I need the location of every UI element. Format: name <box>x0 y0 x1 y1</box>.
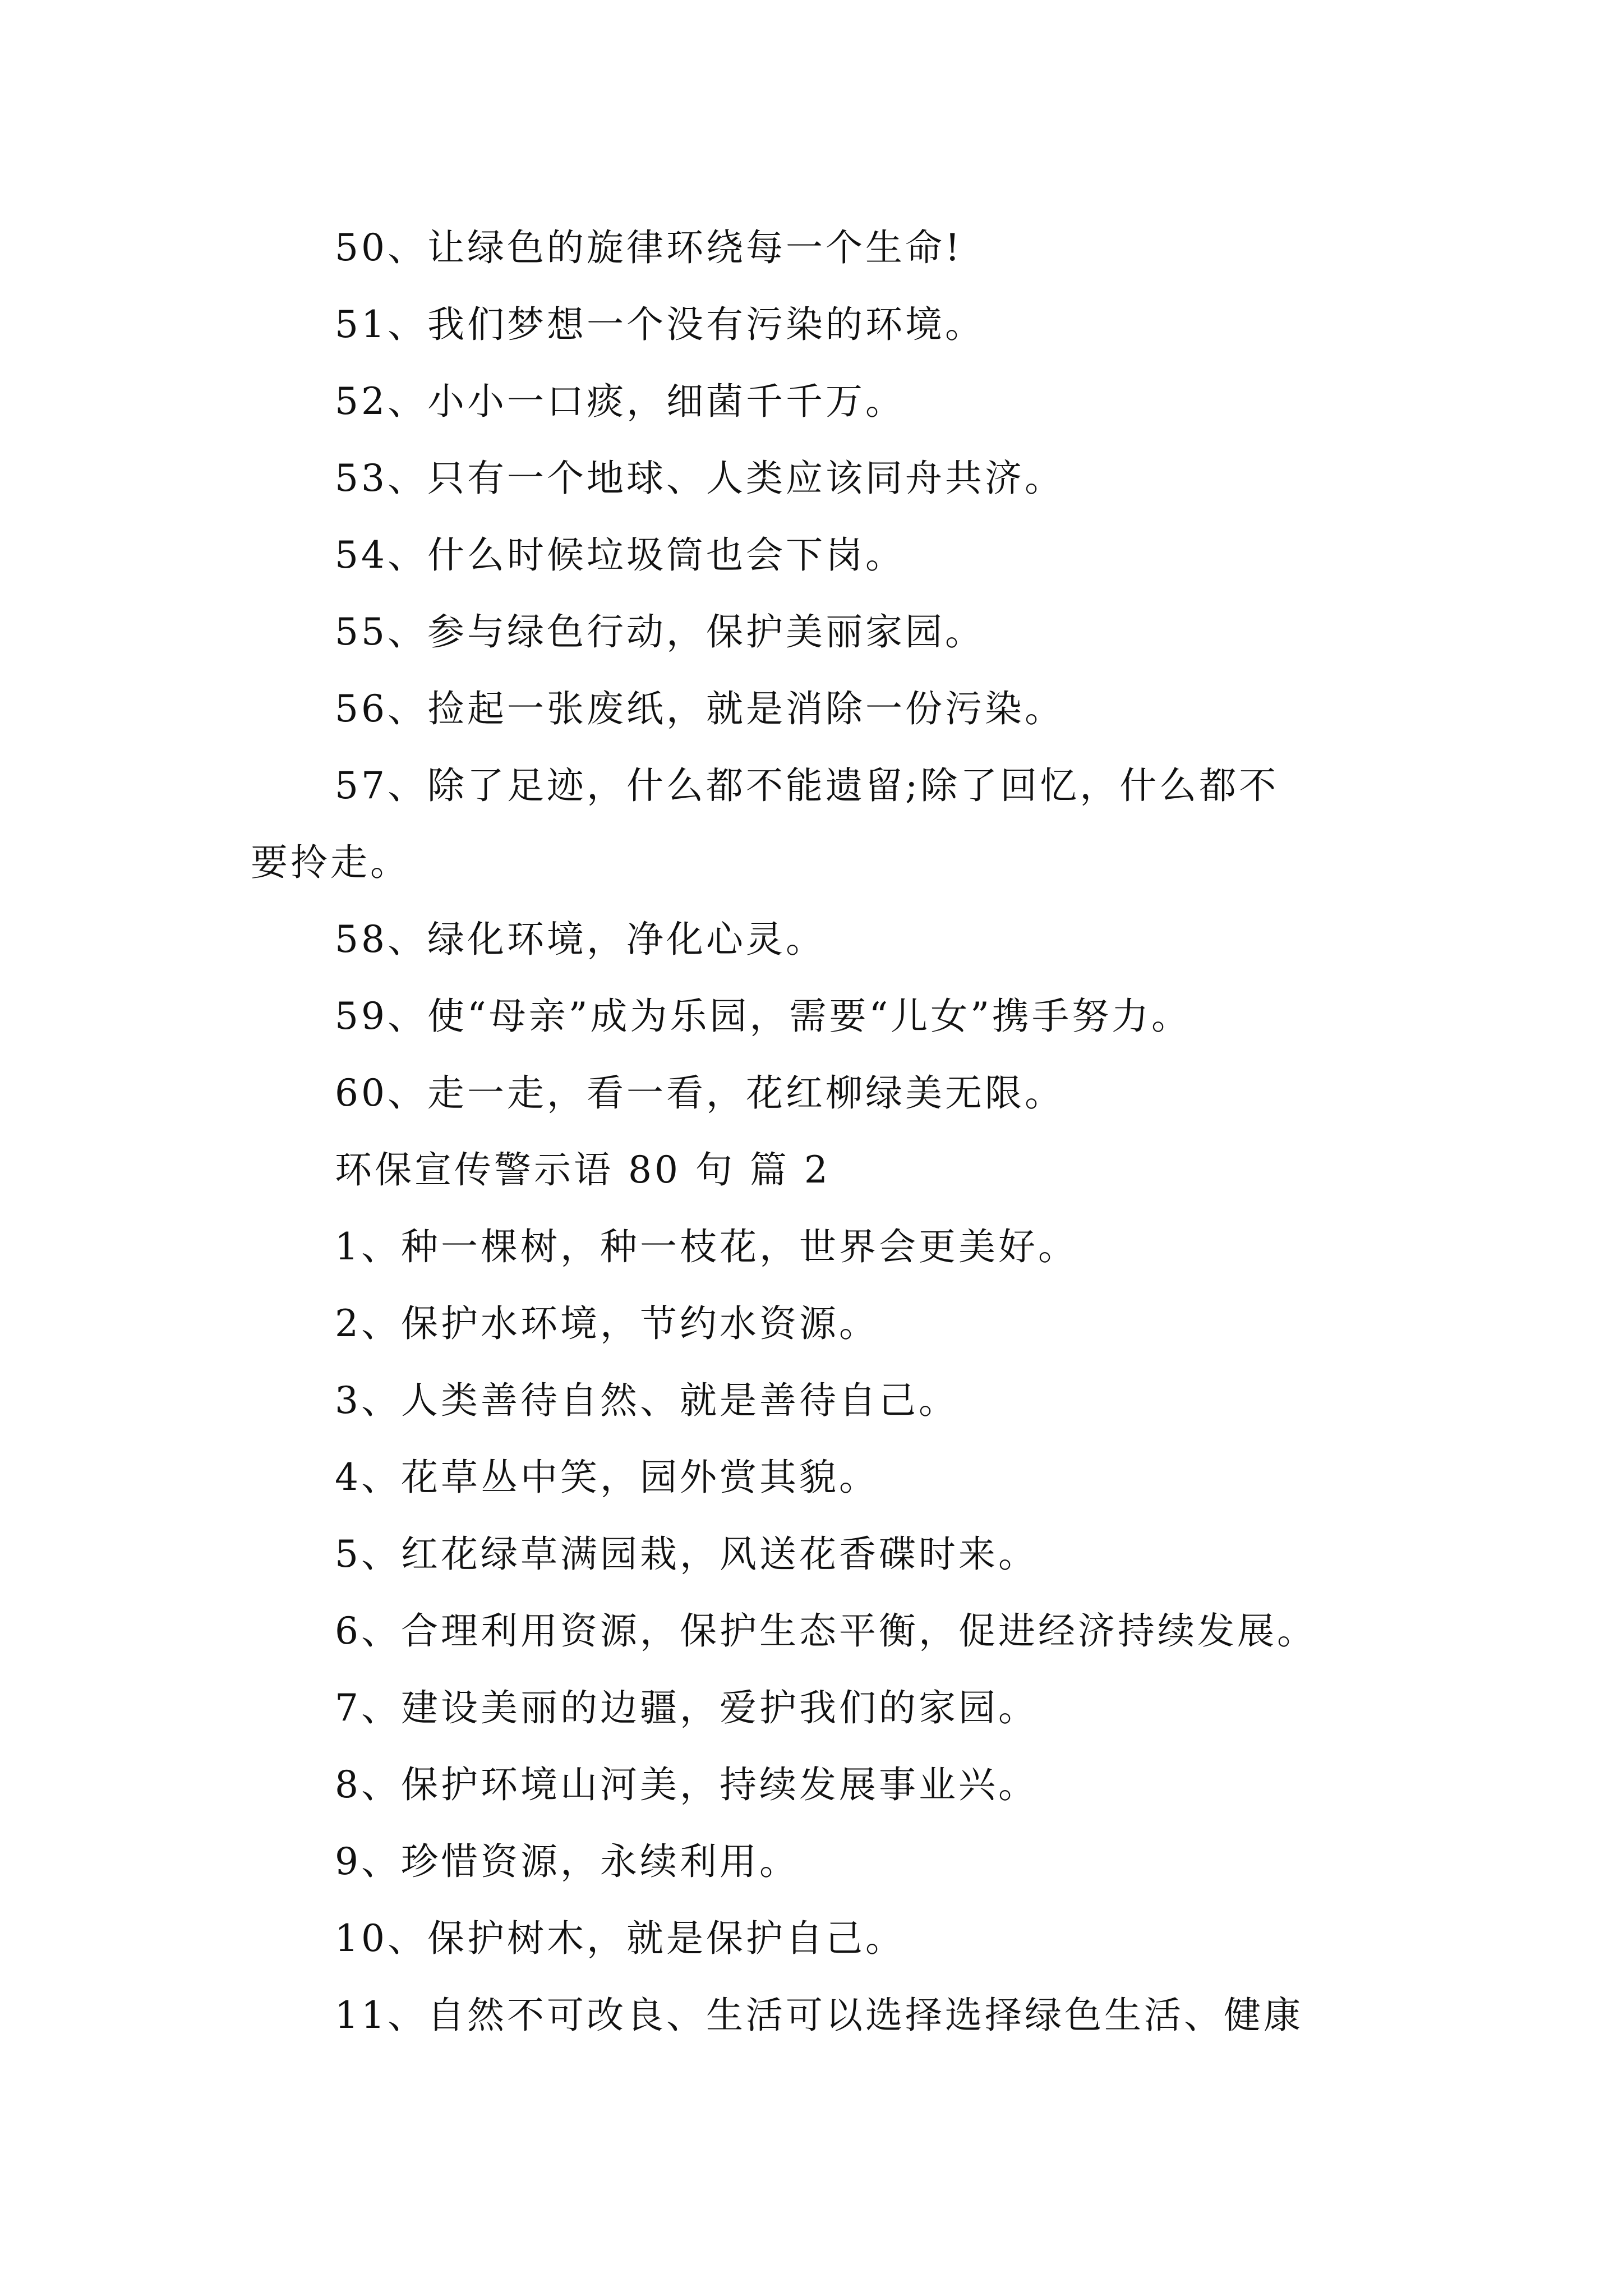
slogan-line-52: 52、小小一口痰，细菌千千万。 <box>335 380 905 423</box>
slogan-line-58: 58、绿化环境，净化心灵。 <box>335 918 826 961</box>
slogan-line-54: 54、什么时候垃圾筒也会下岗。 <box>335 533 905 577</box>
slogan-line-7: 7、建设美丽的边疆，爱护我们的家园。 <box>335 1686 1038 1729</box>
slogan-line-6: 6、合理利用资源，保护生态平衡，促进经济持续发展。 <box>335 1609 1317 1653</box>
slogan-line-59: 59、使“母亲”成为乐园，需要“儿女”携手努力。 <box>335 995 1191 1038</box>
document-body <box>251 209 1400 2054</box>
slogan-line-53: 53、只有一个地球、人类应该同舟共济。 <box>335 457 1064 500</box>
slogan-line-10: 10、保护树木，就是保护自己。 <box>335 1917 905 1960</box>
slogan-line-57: 57、除了足迹，什么都不能遗留;除了回忆，什么都不 <box>335 764 1279 807</box>
slogan-line-5: 5、红花绿草满园栽，风送花香碟时来。 <box>335 1533 1038 1576</box>
slogan-line-4: 4、花草丛中笑，园外赏其貌。 <box>335 1456 879 1499</box>
slogan-line-8: 8、保护环境山河美，持续发展事业兴。 <box>335 1763 1038 1806</box>
slogan-line-56: 56、捡起一张废纸，就是消除一份污染。 <box>335 687 1064 730</box>
slogan-line-55: 55、参与绿色行动，保护美丽家园。 <box>335 610 985 654</box>
slogan-line-60: 60、走一走，看一看，花红柳绿美无限。 <box>335 1071 1064 1115</box>
slogan-line-57-continued: 要拎走。 <box>251 841 410 884</box>
slogan-line-9: 9、珍惜资源，永续利用。 <box>335 1840 799 1883</box>
slogan-line-1: 1、种一棵树，种一枝花，世界会更美好。 <box>335 1225 1078 1268</box>
slogan-line-3: 3、人类善待自然、就是善待自己。 <box>335 1379 958 1422</box>
slogan-line-50: 50、让绿色的旋律环绕每一个生命! <box>335 226 963 269</box>
slogan-line-11: 11、自然不可改良、生活可以选择选择绿色生活、健康 <box>335 1994 1303 2037</box>
slogan-line-2: 2、保护水环境，节约水资源。 <box>335 1302 879 1345</box>
slogan-line-51: 51、我们梦想一个没有污染的环境。 <box>335 303 985 346</box>
section-heading: 环保宣传警示语 80 句 篇 2 <box>335 1148 831 1191</box>
